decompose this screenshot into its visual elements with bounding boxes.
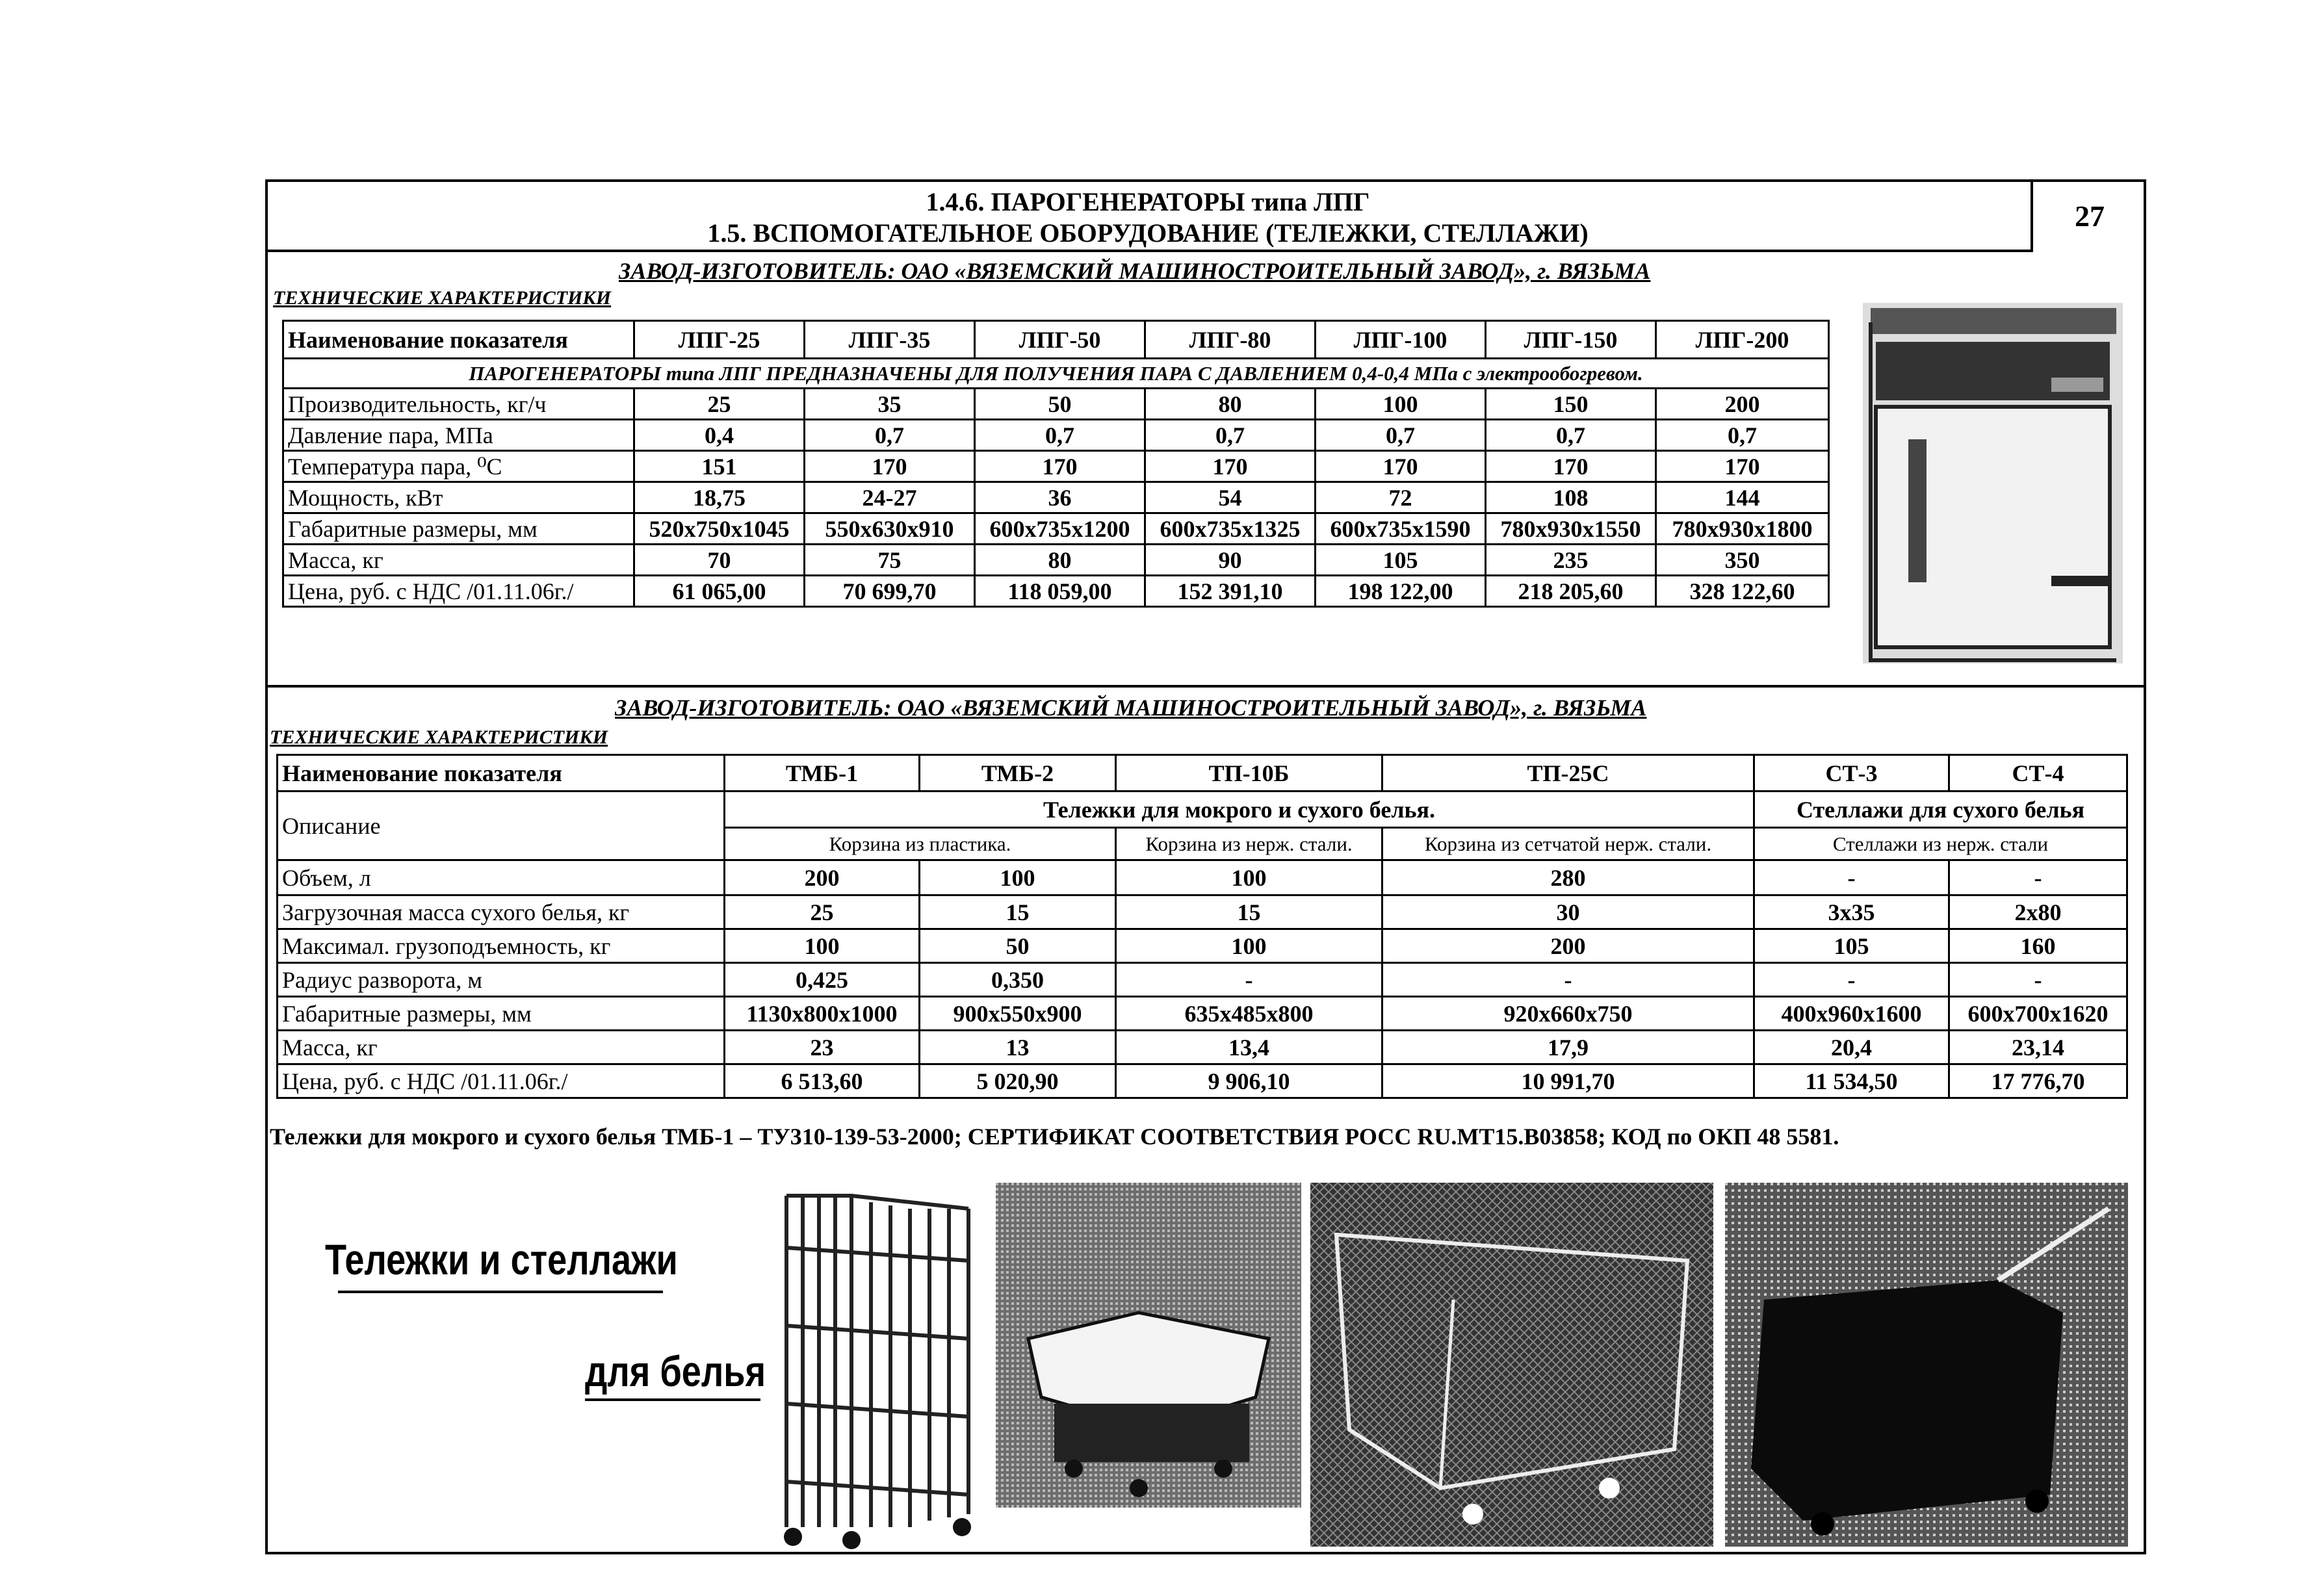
table-cell: 550x630x910	[805, 513, 975, 545]
table-cell: 23	[725, 1031, 920, 1064]
mesh-cart-image	[1310, 1183, 1713, 1547]
material-mesh: Корзина из сетчатой нерж. стали.	[1382, 828, 1754, 860]
table-row	[278, 929, 2127, 963]
table-cell: 328 122,60	[1656, 576, 1829, 607]
row-label: Производительность, кг/ч	[283, 389, 634, 420]
table-cell: 0,7	[1486, 420, 1656, 451]
table-cell: 108	[1486, 482, 1656, 513]
header-cell: СТ-3	[1754, 755, 1949, 792]
header-cell: ТП-25С	[1382, 755, 1754, 792]
table-cell: 170	[1316, 451, 1486, 482]
row-label: Габаритные размеры, мм	[283, 513, 634, 545]
table-cell: 50	[975, 389, 1145, 420]
table-cell: 350	[1656, 545, 1829, 576]
table-cell: 160	[1949, 929, 2127, 963]
table-cell: -	[1116, 963, 1382, 997]
table-cell: 900x550x900	[920, 997, 1116, 1031]
table-cell: 600x735x1590	[1316, 513, 1486, 545]
table-cell: 600x735x1325	[1145, 513, 1316, 545]
table-cell: 9 906,10	[1116, 1064, 1382, 1098]
rack-photo	[773, 1189, 981, 1551]
header-cell: ЛПГ-80	[1145, 321, 1316, 359]
table-cell: 920x660x750	[1382, 997, 1754, 1031]
promo-underline-2	[585, 1398, 760, 1401]
table-cell: 72	[1316, 482, 1486, 513]
table-cell: 200	[1656, 389, 1829, 420]
table-cell: 100	[1116, 860, 1382, 895]
table-cell: 3x35	[1754, 895, 1949, 929]
table-cell: 170	[975, 451, 1145, 482]
table-cell: 11 534,50	[1754, 1064, 1949, 1098]
manufacturer-1: ЗАВОД-ИЗГОТОВИТЕЛЬ: ОАО «ВЯЗЕМСКИЙ МАШИНОСТРОИТЕЛЬНЫЙ ЗАВОД», г. ВЯЗЬМА	[619, 258, 1651, 284]
steel-cart-image	[1725, 1183, 2128, 1547]
table-row	[283, 513, 1829, 545]
table-header-row	[283, 321, 1829, 359]
table-cell: 151	[634, 451, 805, 482]
header-cell: ЛПГ-150	[1486, 321, 1656, 359]
table-cell: 0,4	[634, 420, 805, 451]
row-label: Масса, кг	[283, 545, 634, 576]
table-cell: 152 391,10	[1145, 576, 1316, 607]
header-cell: ЛПГ-35	[805, 321, 975, 359]
table-cell: 61 065,00	[634, 576, 805, 607]
table-cell: 170	[1145, 451, 1316, 482]
steam-generator-image	[1856, 296, 2129, 673]
table-cell: -	[1754, 963, 1949, 997]
header-cell: Наименование показателя	[283, 321, 634, 359]
table-cell: 36	[975, 482, 1145, 513]
intro-row	[283, 359, 1829, 389]
table-cell: 144	[1656, 482, 1829, 513]
steel-cart-photo	[1725, 1183, 2128, 1547]
table-row	[278, 1031, 2127, 1064]
plastic-cart-photo	[996, 1183, 1301, 1508]
header-cell: СТ-4	[1949, 755, 2127, 792]
table-cell: 218 205,60	[1486, 576, 1656, 607]
table-cell: 25	[725, 895, 920, 929]
material-plastic: Корзина из пластика.	[725, 828, 1116, 860]
racks-description: Стеллажи для сухого белья	[1754, 792, 2127, 828]
section-divider	[265, 685, 2146, 688]
header-cell: ЛПГ-25	[634, 321, 805, 359]
table-cell: 105	[1316, 545, 1486, 576]
table-cell: 6 513,60	[725, 1064, 920, 1098]
table-cell: 80	[975, 545, 1145, 576]
row-label: Мощность, кВт	[283, 482, 634, 513]
table-cell: 0,7	[975, 420, 1145, 451]
row-label: Цена, руб. с НДС /01.11.06г./	[278, 1064, 725, 1098]
table-cell: 0,425	[725, 963, 920, 997]
carts-description: Тележки для мокрого и сухого белья.	[725, 792, 1754, 828]
table-cell: -	[1949, 860, 2127, 895]
header-cell: ТМБ-2	[920, 755, 1116, 792]
table-cell: 90	[1145, 545, 1316, 576]
table-cell: 50	[920, 929, 1116, 963]
row-label: Давление пара, МПа	[283, 420, 634, 451]
row-label: Температура пара, ⁰С	[283, 451, 634, 482]
material-steel: Корзина из нерж. стали.	[1116, 828, 1382, 860]
table-cell: -	[1949, 963, 2127, 997]
carts-racks-table	[276, 754, 2128, 1099]
table-cell: 15	[1116, 895, 1382, 929]
table-cell: 70 699,70	[805, 576, 975, 607]
table-row	[278, 997, 2127, 1031]
table-cell: 520x750x1045	[634, 513, 805, 545]
table-row	[278, 895, 2127, 929]
table-row	[278, 1064, 2127, 1098]
table-cell: 170	[1656, 451, 1829, 482]
table-cell: 780x930x1550	[1486, 513, 1656, 545]
table-cell: 80	[1145, 389, 1316, 420]
description-label: Описание	[278, 792, 725, 860]
table-cell: 25	[634, 389, 805, 420]
table-cell: 17,9	[1382, 1031, 1754, 1064]
row-label: Объем, л	[278, 860, 725, 895]
page-header	[265, 179, 2033, 252]
header-cell: ЛПГ-100	[1316, 321, 1486, 359]
promo-subtitle: для белья	[585, 1347, 766, 1395]
table-cell: 17 776,70	[1949, 1064, 2127, 1098]
plastic-cart-image	[996, 1183, 1301, 1508]
table-cell: 70	[634, 545, 805, 576]
table-cell: 235	[1486, 545, 1656, 576]
table-cell: 10 991,70	[1382, 1064, 1754, 1098]
table-cell: 150	[1486, 389, 1656, 420]
row-label: Габаритные размеры, мм	[278, 997, 725, 1031]
table-cell: 13	[920, 1031, 1116, 1064]
table-cell: 635x485x800	[1116, 997, 1382, 1031]
table-cell: 35	[805, 389, 975, 420]
table-cell: 100	[1316, 389, 1486, 420]
table-row	[283, 545, 1829, 576]
row-label: Цена, руб. с НДС /01.11.06г./	[283, 576, 634, 607]
mesh-cart-photo	[1310, 1183, 1713, 1547]
material-racks: Стеллажи из нерж. стали	[1754, 828, 2127, 860]
steam-generators-table	[282, 320, 1830, 608]
table-cell: -	[1754, 860, 1949, 895]
table-cell: 0,7	[1145, 420, 1316, 451]
tech-label-2: ТЕХНИЧЕСКИЕ ХАРАКТЕРИСТИКИ	[270, 727, 608, 748]
table-cell: 0,7	[1656, 420, 1829, 451]
header-title-2: 1.5. ВСПОМОГАТЕЛЬНОЕ ОБОРУДОВАНИЕ (ТЕЛЕЖКИ, СТЕЛЛАЖИ)	[707, 218, 1589, 248]
table-cell: 5 020,90	[920, 1064, 1116, 1098]
table-cell: 54	[1145, 482, 1316, 513]
tech-label-1: ТЕХНИЧЕСКИЕ ХАРАКТЕРИСТИКИ	[273, 287, 612, 309]
description-row	[278, 792, 2127, 828]
table-cell: 170	[805, 451, 975, 482]
row-label: Радиус разворота, м	[278, 963, 725, 997]
table-cell: 24-27	[805, 482, 975, 513]
table-cell: 200	[1382, 929, 1754, 963]
header-cell: ТП-10Б	[1116, 755, 1382, 792]
table-cell: 100	[920, 860, 1116, 895]
table-row	[278, 860, 2127, 895]
header-cell: Наименование показателя	[278, 755, 725, 792]
steam-generator-photo	[1856, 296, 2129, 673]
table-cell: 170	[1486, 451, 1656, 482]
table-cell: 100	[725, 929, 920, 963]
manufacturer-2: ЗАВОД-ИЗГОТОВИТЕЛЬ: ОАО «ВЯЗЕМСКИЙ МАШИНОСТРОИТЕЛЬНЫЙ ЗАВОД», г. ВЯЗЬМА	[615, 695, 1647, 721]
promo-title: Тележки и стеллажи	[325, 1235, 678, 1283]
table-header-row	[278, 755, 2127, 792]
table-cell: 18,75	[634, 482, 805, 513]
row-label: Масса, кг	[278, 1031, 725, 1064]
table-cell: 15	[920, 895, 1116, 929]
table-row	[283, 451, 1829, 482]
table-cell: 118 059,00	[975, 576, 1145, 607]
table-cell: 30	[1382, 895, 1754, 929]
intro-text: ПАРОГЕНЕРАТОРЫ типа ЛПГ ПРЕДНАЗНАЧЕНЫ ДЛЯ ПОЛУЧЕНИЯ ПАРА С ДАВЛЕНИЕМ 0,4-0,4 МПа с электрообогревом.	[283, 359, 1829, 389]
page-number: 27	[2075, 199, 2105, 233]
header-cell: ТМБ-1	[725, 755, 920, 792]
table-cell: 400x960x1600	[1754, 997, 1949, 1031]
table-cell: 20,4	[1754, 1031, 1949, 1064]
table-cell: 600x735x1200	[975, 513, 1145, 545]
promo-underline-1	[338, 1291, 663, 1293]
table-row	[278, 963, 2127, 997]
table-cell: 198 122,00	[1316, 576, 1486, 607]
table-cell: 13,4	[1116, 1031, 1382, 1064]
header-cell: ЛПГ-200	[1656, 321, 1829, 359]
certificate-note: Тележки для мокрого и сухого белья ТМБ-1 – ТУ310-139-53-2000; СЕРТИФИКАТ СООТВЕТСТВИЯ РОСС RU.MT15.B03858; КОД по ОКП 48 5581.	[270, 1124, 1839, 1150]
row-label: Максимал. грузоподъемность, кг	[278, 929, 725, 963]
table-row	[283, 420, 1829, 451]
table-cell: -	[1382, 963, 1754, 997]
table-cell: 2x80	[1949, 895, 2127, 929]
table-cell: 280	[1382, 860, 1754, 895]
table-cell: 200	[725, 860, 920, 895]
table-cell: 780x930x1800	[1656, 513, 1829, 545]
table-cell: 100	[1116, 929, 1382, 963]
table-cell: 23,14	[1949, 1031, 2127, 1064]
table-cell: 0,7	[1316, 420, 1486, 451]
rack-image	[773, 1189, 981, 1551]
table-row	[283, 482, 1829, 513]
table-cell: 600x700x1620	[1949, 997, 2127, 1031]
table-row	[283, 389, 1829, 420]
row-label: Загрузочная масса сухого белья, кг	[278, 895, 725, 929]
header-cell: ЛПГ-50	[975, 321, 1145, 359]
header-title-1: 1.4.6. ПАРОГЕНЕРАТОРЫ типа ЛПГ	[926, 187, 1370, 216]
table-row	[283, 576, 1829, 607]
table-cell: 0,7	[805, 420, 975, 451]
table-cell: 105	[1754, 929, 1949, 963]
table-cell: 0,350	[920, 963, 1116, 997]
table-cell: 1130x800x1000	[725, 997, 920, 1031]
table-cell: 75	[805, 545, 975, 576]
